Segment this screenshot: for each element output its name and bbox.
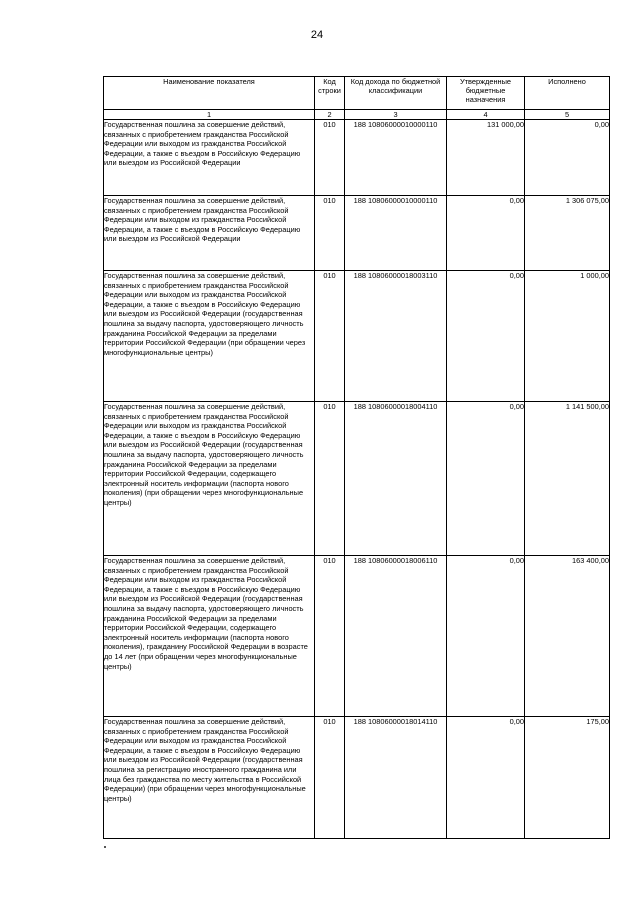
table-row xyxy=(104,196,610,271)
column-number-1: 1 xyxy=(104,110,315,120)
row-income-code: 188 10806000018004110 xyxy=(345,402,447,556)
row-approved: 0,00 xyxy=(447,271,525,402)
column-number-3: 3 xyxy=(345,110,447,120)
row-code: 010 xyxy=(315,120,345,196)
row-executed: 1 306 075,00 xyxy=(525,196,610,271)
column-number-4: 4 xyxy=(447,110,525,120)
row-code: 010 xyxy=(315,556,345,717)
budget-execution-table xyxy=(103,76,610,839)
row-approved: 0,00 xyxy=(447,717,525,839)
row-income-code: 188 10806000010000110 xyxy=(345,120,447,196)
table-row xyxy=(104,717,610,839)
row-name: Государственная пошлина за совершение действий, связанных с приобретением гражданства Российской Федерации или выходом из гражданства Российской Федерации, а также с въездом в Российскую Федерацию или выездом из Российской Федерации (государственная пошлина за выдачу паспорта, удостоверяющего личность гражданина Российской Федерации за пределами территории Российской Федерации (при обращении через многофункциональные центры) xyxy=(104,271,315,402)
table-row xyxy=(104,402,610,556)
header-approved: Утвержденные бюджетные назначения xyxy=(447,77,525,110)
column-number-5: 5 xyxy=(525,110,610,120)
row-income-code: 188 10806000018014110 xyxy=(345,717,447,839)
row-name: Государственная пошлина за совершение действий, связанных с приобретением гражданства Российской Федерации или выходом из гражданства Российской Федерации, а также с въездом в Российскую Федерацию или выездом из Российской Федерации (государственная пошлина за выдачу паспорта, удостоверяющего личность гражданина Российской Федерации за пределами территории Российской Федерации, содержащего электронный носитель информации (паспорта нового поколения) (при обращении через многофункциональные центры) xyxy=(104,402,315,556)
row-executed: 163 400,00 xyxy=(525,556,610,717)
table-row xyxy=(104,271,610,402)
row-income-code: 188 10806000018003110 xyxy=(345,271,447,402)
row-approved: 0,00 xyxy=(447,196,525,271)
row-approved: 0,00 xyxy=(447,402,525,556)
header-executed: Исполнено xyxy=(525,77,610,110)
row-name: Государственная пошлина за совершение действий, связанных с приобретением гражданства Российской Федерации или выходом из гражданства Российской Федерации, а также с въездом в Российскую Федерацию или выездом из Российской Федерации (государственная пошлина за выдачу паспорта, удостоверяющего личность гражданина Российской Федерации за пределами территории Российской Федерации, содержащего электронный носитель информации (паспорта нового поколения), гражданину Российской Федерации в возрасте до 14 лет (при обращении через многофункциональные центры) xyxy=(104,556,315,717)
table-header-row xyxy=(104,77,610,110)
table-row xyxy=(104,556,610,717)
column-number-2: 2 xyxy=(315,110,345,120)
row-executed: 175,00 xyxy=(525,717,610,839)
row-code: 010 xyxy=(315,717,345,839)
page-number: 24 xyxy=(310,29,324,41)
row-executed: 0,00 xyxy=(525,120,610,196)
row-income-code: 188 10806000010000110 xyxy=(345,196,447,271)
header-line-code: Код строки xyxy=(315,77,345,110)
row-name: Государственная пошлина за совершение действий, связанных с приобретением гражданства Российской Федерации или выходом из гражданства Российской Федерации, а также с въездом в Российскую Федерацию или выездом из Российской Федерации xyxy=(104,120,315,196)
table-row xyxy=(104,120,610,196)
row-code: 010 xyxy=(315,271,345,402)
row-code: 010 xyxy=(315,196,345,271)
row-executed: 1 000,00 xyxy=(525,271,610,402)
header-indicator-name: Наименование показателя xyxy=(104,77,315,110)
row-approved: 131 000,00 xyxy=(447,120,525,196)
row-name: Государственная пошлина за совершение действий, связанных с приобретением гражданства Российской Федерации или выходом из гражданства Российской Федерации, а также с въездом в Российскую Федерацию или выездом из Российской Федерации xyxy=(104,196,315,271)
row-name: Государственная пошлина за совершение действий, связанных с приобретением гражданства Российской Федерации или выходом из гражданства Российской Федерации, а также с въездом в Российскую Федерацию или выездом из Российской Федерации (государственная пошлина за регистрацию иностранного гражданина или лица без гражданства по месту жительства в Российской Федерации) (при обращении через многофункциональные центры) xyxy=(104,717,315,839)
column-number-row xyxy=(104,110,610,120)
row-code: 010 xyxy=(315,402,345,556)
row-executed: 1 141 500,00 xyxy=(525,402,610,556)
scan-mark xyxy=(104,846,106,848)
row-approved: 0,00 xyxy=(447,556,525,717)
row-income-code: 188 10806000018006110 xyxy=(345,556,447,717)
header-income-code: Код дохода по бюджетной классификации xyxy=(345,77,447,110)
